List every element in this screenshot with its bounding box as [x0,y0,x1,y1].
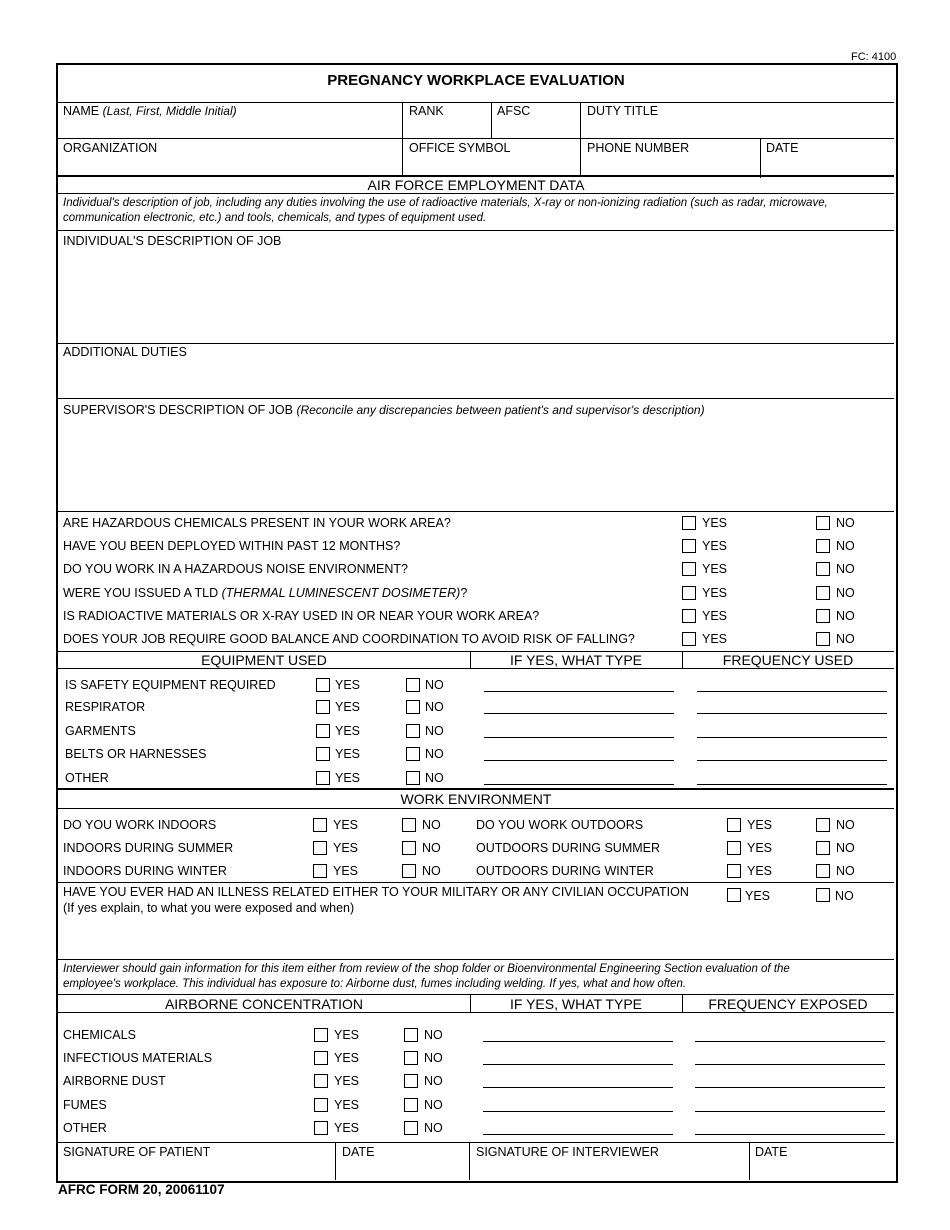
yes-label: YES [702,609,728,623]
equipment-label: GARMENTS [65,724,136,738]
indoor-no-checkbox[interactable] [402,818,416,832]
airborne-frequency-input[interactable] [695,1111,885,1112]
divider [58,511,894,512]
equipment-no-checkbox[interactable] [406,771,420,785]
indoor-yes-checkbox[interactable] [313,818,327,832]
airborne-heading: AIRBORNE CONCENTRATION [164,996,364,1012]
divider [682,994,683,1013]
patient-date-label: DATE [342,1145,375,1159]
question-yes-checkbox[interactable] [682,539,696,553]
no-label: NO [836,818,855,832]
equipment-yes-checkbox[interactable] [316,678,330,692]
airborne-type-heading: IF YES, WHAT TYPE [510,996,642,1012]
form-footer: AFRC FORM 20, 20061107 [58,1182,225,1197]
outdoor-yes-checkbox[interactable] [727,841,741,855]
airborne-type-input[interactable] [483,1064,673,1065]
equipment-no-checkbox[interactable] [406,700,420,714]
no-label: NO [422,818,441,832]
question-no-checkbox[interactable] [816,516,830,530]
yes-label: YES [334,1051,360,1065]
divider [58,102,894,103]
indoor-yes-checkbox[interactable] [313,841,327,855]
outdoor-no-checkbox[interactable] [816,864,830,878]
airborne-type-input[interactable] [483,1041,673,1042]
equipment-type-input[interactable] [484,760,674,761]
question-label: DOES YOUR JOB REQUIRE GOOD BALANCE AND COORDINATION TO AVOID RISK OF FALLING? [63,632,635,646]
interviewer-signature-field[interactable] [470,1160,748,1178]
no-label: NO [424,1028,443,1042]
divider [491,102,492,138]
question-label: HAVE YOU BEEN DEPLOYED WITHIN PAST 12 MONTHS? [63,539,401,553]
equipment-type-input[interactable] [484,737,674,738]
interviewer-note-2: employee's workplace. This individual has exposure to: Airborne dust, fumes including welding. If yes, what and how often. [63,978,687,990]
employment-instruction-2: communication electronic, etc.) and tools, chemicals, and types of equipment used. [63,212,487,224]
date-label: DATE [766,141,799,155]
divider [58,1142,894,1143]
yes-label: YES [747,864,773,878]
divider [682,651,683,669]
divider [58,230,894,231]
yes-label: YES [335,747,361,761]
yes-label: YES [334,1028,360,1042]
afsc-label: AFSC [497,104,531,118]
question-label: DO YOU WORK IN A HAZARDOUS NOISE ENVIRONMENT? [63,562,408,576]
airborne-frequency-input[interactable] [695,1087,885,1088]
airborne-yes-checkbox[interactable] [314,1051,328,1065]
airborne-label: CHEMICALS [63,1028,136,1042]
airborne-yes-checkbox[interactable] [314,1028,328,1042]
no-label: NO [424,1051,443,1065]
equipment-frequency-input[interactable] [697,713,887,714]
yes-label: YES [334,1098,360,1112]
yes-label: YES [334,1074,360,1088]
no-label: NO [422,841,441,855]
illness-yes-checkbox[interactable] [727,888,741,902]
airborne-no-checkbox[interactable] [404,1074,418,1088]
equipment-label: RESPIRATOR [65,700,146,714]
airborne-label: FUMES [63,1098,107,1112]
divider [402,102,403,176]
phone-number-label: PHONE NUMBER [587,141,690,155]
divider [58,668,894,669]
airborne-frequency-input[interactable] [695,1134,885,1135]
divider [58,994,894,995]
individual-desc-label: INDIVIDUAL'S DESCRIPTION OF JOB [63,234,282,248]
no-label: NO [836,562,855,576]
equipment-no-checkbox[interactable] [406,747,420,761]
illness-no-checkbox[interactable] [816,888,830,902]
no-label: NO [836,609,855,623]
no-label: NO [836,586,855,600]
indoor-no-checkbox[interactable] [402,864,416,878]
equipment-no-checkbox[interactable] [406,678,420,692]
equipment-label: BELTS OR HARNESSES [65,747,207,761]
indoor-label: DO YOU WORK INDOORS [63,818,217,832]
outdoor-label: OUTDOORS DURING SUMMER [476,841,661,855]
divider [470,651,471,669]
no-label: NO [835,889,854,903]
equipment-yes-checkbox[interactable] [316,724,330,738]
question-label: IS RADIOACTIVE MATERIALS OR X-RAY USED IN OR NEAR YOUR WORK AREA? [63,609,540,623]
no-label: NO [836,539,855,553]
equipment-no-checkbox[interactable] [406,724,420,738]
equipment-frequency-input[interactable] [697,760,887,761]
question-no-checkbox[interactable] [816,562,830,576]
supervisor-desc-field[interactable] [58,420,894,510]
no-label: NO [424,1098,443,1112]
equipment-label: OTHER [65,771,109,785]
airborne-yes-checkbox[interactable] [314,1121,328,1135]
yes-label: YES [335,771,361,785]
yes-label: YES [702,516,728,530]
indoor-label: INDOORS DURING WINTER [63,864,227,878]
patient-signature-label: SIGNATURE OF PATIENT [63,1145,211,1159]
airborne-no-checkbox[interactable] [404,1121,418,1135]
no-label: NO [836,632,855,646]
equipment-heading: EQUIPMENT USED [201,652,327,668]
equipment-yes-checkbox[interactable] [316,747,330,761]
equipment-type-input[interactable] [484,784,674,785]
airborne-label: OTHER [63,1121,107,1135]
divider [58,138,894,139]
work-env-heading: WORK ENVIRONMENT [400,791,552,807]
question-label: WERE YOU ISSUED A TLD (THERMAL LUMINESCENT DOSIMETER)? [63,586,468,600]
divider [58,398,894,399]
airborne-type-input[interactable] [483,1087,673,1088]
divider [58,808,894,809]
airborne-no-checkbox[interactable] [404,1098,418,1112]
yes-label: YES [333,864,359,878]
airborne-no-checkbox[interactable] [404,1051,418,1065]
yes-label: YES [745,889,771,903]
employment-instruction-1: Individual's description of job, including any duties involving the use of radioactive materials, X-ray or non-ionizing radiation (such as radar, microwave, [63,197,828,209]
equipment-type-heading: IF YES, WHAT TYPE [510,652,642,668]
question-no-checkbox[interactable] [816,609,830,623]
no-label: NO [422,864,441,878]
no-label: NO [425,747,444,761]
question-no-checkbox[interactable] [816,539,830,553]
question-yes-checkbox[interactable] [682,562,696,576]
illness-question: HAVE YOU EVER HAD AN ILLNESS RELATED EITHER TO YOUR MILITARY OR ANY CIVILIAN OCCUPATION [63,885,689,899]
no-label: NO [836,864,855,878]
duty-title-label: DUTY TITLE [587,104,659,118]
illness-hint: (If yes explain, to what you were exposed and when) [63,901,355,915]
indoor-label: INDOORS DURING SUMMER [63,841,234,855]
airborne-frequency-input[interactable] [695,1041,885,1042]
question-no-checkbox[interactable] [816,632,830,646]
outdoor-yes-checkbox[interactable] [727,818,741,832]
no-label: NO [425,700,444,714]
indoor-no-checkbox[interactable] [402,841,416,855]
equipment-frequency-input[interactable] [697,784,887,785]
patient-signature-field[interactable] [58,1160,334,1178]
yes-label: YES [333,818,359,832]
outdoor-yes-checkbox[interactable] [727,864,741,878]
no-label: NO [424,1074,443,1088]
airborne-label: AIRBORNE DUST [63,1074,166,1088]
outdoor-no-checkbox[interactable] [816,818,830,832]
form-code: FC: 4100 [851,51,897,63]
indoor-yes-checkbox[interactable] [313,864,327,878]
divider [749,1142,750,1180]
form-title: PREGNANCY WORKPLACE EVALUATION [327,72,625,89]
no-label: NO [425,724,444,738]
interviewer-date-label: DATE [755,1145,788,1159]
question-label: ARE HAZARDOUS CHEMICALS PRESENT IN YOUR WORK AREA? [63,516,451,530]
equipment-type-input[interactable] [484,713,674,714]
divider [58,343,894,344]
equipment-yes-checkbox[interactable] [316,771,330,785]
question-yes-checkbox[interactable] [682,586,696,600]
divider [335,1142,336,1180]
question-yes-checkbox[interactable] [682,516,696,530]
yes-label: YES [335,724,361,738]
divider [580,102,581,176]
supervisor-desc-label: SUPERVISOR'S DESCRIPTION OF JOB (Reconcile any discrepancies between patient's and supervisor's description) [63,403,705,417]
office-symbol-label: OFFICE SYMBOL [409,141,511,155]
name-label: NAME (Last, First, Middle Initial) [63,104,237,118]
equipment-frequency-input[interactable] [697,691,887,692]
equipment-frequency-input[interactable] [697,737,887,738]
no-label: NO [836,516,855,530]
equipment-label: IS SAFETY EQUIPMENT REQUIRED [65,678,276,692]
yes-label: YES [334,1121,360,1135]
outdoor-label: DO YOU WORK OUTDOORS [476,818,644,832]
equipment-yes-checkbox[interactable] [316,700,330,714]
yes-label: YES [702,632,728,646]
divider [760,138,761,178]
airborne-label: INFECTIOUS MATERIALS [63,1051,213,1065]
no-label: NO [425,771,444,785]
individual-desc-field[interactable] [58,250,894,342]
outdoor-label: OUTDOORS DURING WINTER [476,864,654,878]
form-border [56,63,898,1183]
no-label: NO [424,1121,443,1135]
airborne-type-input[interactable] [483,1111,673,1112]
divider [58,959,894,960]
yes-label: YES [747,818,773,832]
yes-label: YES [335,700,361,714]
question-no-checkbox[interactable] [816,586,830,600]
yes-label: YES [333,841,359,855]
airborne-no-checkbox[interactable] [404,1028,418,1042]
yes-label: YES [702,539,728,553]
equipment-type-input[interactable] [484,691,674,692]
organization-label: ORGANIZATION [63,141,158,155]
airborne-yes-checkbox[interactable] [314,1074,328,1088]
divider [58,788,894,790]
additional-duties-field[interactable] [58,360,894,398]
no-label: NO [425,678,444,692]
rank-label: RANK [409,104,444,118]
yes-label: YES [747,841,773,855]
divider [58,882,894,883]
question-yes-checkbox[interactable] [682,609,696,623]
outdoor-no-checkbox[interactable] [816,841,830,855]
divider [470,994,471,1013]
equipment-frequency-heading: FREQUENCY USED [722,652,854,668]
airborne-frequency-input[interactable] [695,1064,885,1065]
employment-heading: AIR FORCE EMPLOYMENT DATA [367,177,585,193]
airborne-yes-checkbox[interactable] [314,1098,328,1112]
divider [58,193,894,194]
additional-duties-label: ADDITIONAL DUTIES [63,345,187,359]
airborne-type-input[interactable] [483,1134,673,1135]
illness-explain-field[interactable] [58,918,894,958]
yes-label: YES [702,562,728,576]
interviewer-note-1: Interviewer should gain information for this item either from review of the shop folder or Bioenvironmental Engineering Section evaluation of the [63,963,790,975]
airborne-frequency-heading: FREQUENCY EXPOSED [708,996,868,1012]
divider [58,1012,894,1013]
no-label: NO [836,841,855,855]
question-yes-checkbox[interactable] [682,632,696,646]
yes-label: YES [335,678,361,692]
yes-label: YES [702,586,728,600]
interviewer-signature-label: SIGNATURE OF INTERVIEWER [476,1145,659,1159]
